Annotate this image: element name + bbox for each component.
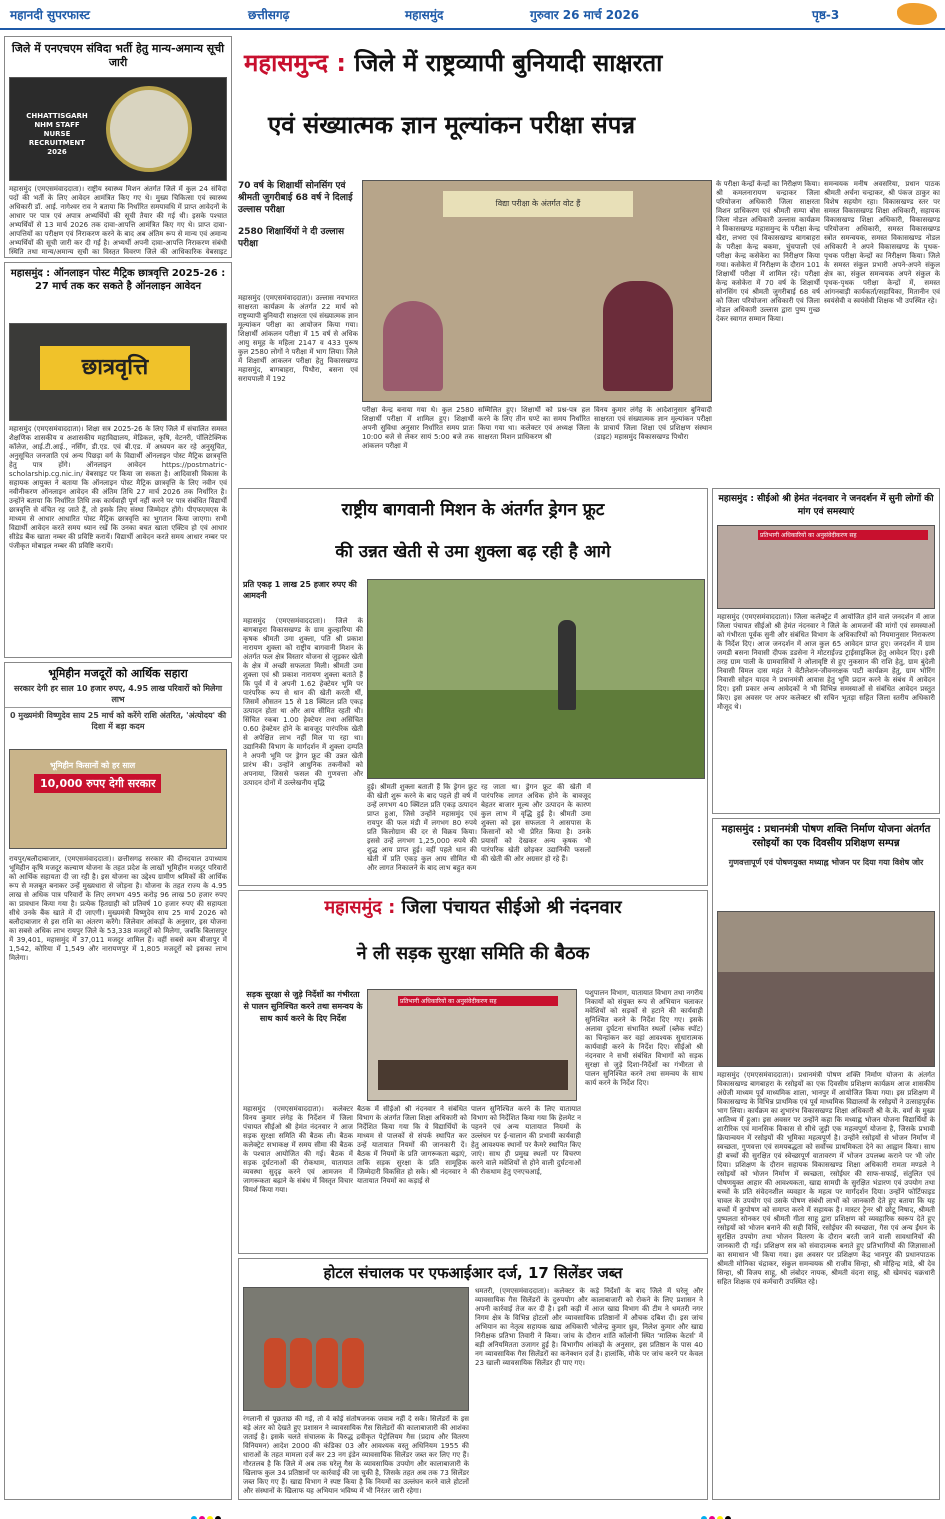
cylinder-body-1: रंगलानी से पूछताछ की गई, तो वे कोई संतोषजनक जवाब नहीं दे सके। सिलेंडरों के इस बड़े अंतर को देखते हुए प्रशासन ने व्यावसायिक गैस सिलेंडरों की कालाबाजारी की आशंका जताई है। इसके चलते संचालक के विरुद्ध द्रवीकृत पेट्रोलियम गैस (प्रदाय और वितरण विनियमन) आदेश 2000 की कंडिका 03 और आवश्यक वस्तु अधिनियम 1955 की धाराओं के तहत मामला दर्ज कर 23 नग इंडेन व्यावसायिक सिलेंडर जब्त कर लिए गए हैं। गौरतलब है कि जिले में अब तक घरेलू गैस के व्यावसायिक उपयोग और कालाबाजारी के खिलाफ कुल 34 प्रतिष्ठानों पर कार्रवाई की जा चुकी है, जिसके तहत अब तक 73 सिलेंडर जब्त किए गए हैं। खाद्य विभाग ने स्पष्ट किया है कि नियमों का उल्लंघन करने वाले होटलों और संस्थानों के खिलाफ यह अभियान भविष्य में भी निरंतर जारी रहेगा। — [243, 1415, 469, 1495]
img-line-1: CHHATTISGARH — [26, 112, 88, 120]
dragon-fruit-field-image — [367, 579, 705, 779]
road-safety-dateline: महासमुंद : — [324, 897, 396, 918]
scholarship-banner: छात्रवृत्ति — [40, 346, 190, 390]
masthead-region: छत्तीसगढ़ — [248, 8, 290, 22]
lead-body-6: समन्वयक मनीष अवसरिया, प्रधान पाठक श्रीमती अर्चना चन्द्राकर, श्री पंकज ठाकुर का विशेष सहयोग रहा। विकासखण्ड स्तर पर समस्त विकासखण्ड शिक्षा अधिकारी, सहायक विकासखण्ड शिक्षा अधिकारी, विकासखण्ड परियोजना अधिकारी, समस्त विकासखण्ड स्त्रोत समन्वयक, समस्त विकासखण्ड नोडल अधिकारी ने अपने विकासखण्ड के पृथक-पृथक परीक्षा केन्द्रों का निरीक्षण किया। जिले के समस्त संकुल प्रभारी अपने-अपने संकुल क्षेत्र का, संकुल समन्वयक अपने संकुल के पृथक-पृथक परीक्षा केन्द्रों में, समस्त आंगनबाड़ी कार्यकर्ता/सहायिका, मितानीन एवं स्वयंसेवी व स्वयंसेवी शिक्षक भी उपस्थित रहे। — [824, 180, 940, 305]
story-dragon-fruit — [238, 488, 708, 886]
road-safety-deck: सड़क सुरक्षा से जुड़े निर्देशों का गंभीरता से पालन सुनिश्चित करने तथा समन्वय के साथ कार्य करने के दिए निर्देश — [243, 990, 363, 1023]
poshan-training-image — [717, 911, 935, 1067]
farmer-image — [9, 749, 227, 849]
lead-subheads — [238, 180, 358, 280]
story-road-safety — [238, 890, 708, 1254]
cylinder-image — [243, 1287, 469, 1411]
page-number: पृष्ठ-3 — [812, 8, 840, 22]
subhead-landless: सरकार देगी हर साल 10 हजार रुपए, 4.95 लाख परिवारों को मिलेगा लाभ — [13, 684, 223, 704]
headline-landless: भूमिहीन मजदूरों को आर्थिक सहारा — [48, 667, 188, 680]
img-line-5: 2026 — [47, 148, 67, 156]
jandarshan-banner: प्रतिभागी अधिकारियों का अनुसंवेदीकरण सह — [758, 530, 928, 540]
headline-nhm: जिले में एनएचएम संविदा भर्ती हेतु मान्य-अमान्य सूची जारी — [11, 42, 225, 69]
landless-body: रायपुर/बलौदाबाजार, (एमएसमंवाददाता)। छत्तीसगढ़ सरकार की दीनदयाल उपाध्याय भूमिहीन कृषि मजदूर कल्याण योजना के तहत प्रदेश के लाखों भूमिहीन मजदूर परिवारों को आर्थिक सहायता दी जा रही है। इस योजना का उद्देश्य ग्रामीण श्रमिकों की आर्थिक रूप से मजबूत बनाकर उन्हें मुख्यधारा से जोड़ना है। योजना के तहत राज्य के 4.95 लाख से अधिक पात्र परिवारों के लिए लगभग 495 करोड़ 96 लाख 50 हजार रुपए का प्रावधान किया गया है। प्रत्येक हितग्राही को प्रतिवर्ष 10 हजार रुपए की सहायता सीधे उनके बैंक खाते में दी जाएगी। मुख्यमंत्री विष्णुदेव साय 25 मार्च 2026 को बलौदाबाजार से इस राशि का अंतरण करेंगे। जिलेवार आंकड़ों के अनुसार, इस योजना का सबसे अधिक लाभ रायपुर जिले के 53,338 मजदूरों को मिलेगा, जबकि बिलासपुर में 39,401, महासमुंद में 37,011 मजदूर शामिल हैं। वहीं सबसे कम बीजापुर में 1,542, कोरिया में 1,549 और नारायणपुर में 1,805 मजदूरों को इसका लाभ मिलेगा। — [9, 855, 227, 962]
farmer-img-line1: भूमिहीन किसानों को हर साल — [50, 761, 136, 770]
dragon-body-3: रह जाता था। ड्रेगन फ्रूट की खेती में पारंपरिक लागत अधिक होने के बावजूद बेहतर बाजार मूल्य और उत्पादन के कारण कुल लाभ में वृद्धि हुई है। श्रीमती उमा शुक्ला को इस सफलता ने आसपास के किसानों को भी प्रेरित किया है। उनके प्रयासों को देखकर अन्य कृषक भी पारंपरिक खेती छोड़कर उद्यानिकी फसलों की खेती की ओर अग्रसर हो रहे हैं। — [481, 783, 591, 863]
classroom-board: विद्या परीक्षा के अंतर्गत वोट हैं — [443, 191, 633, 217]
dragon-headline-1: राष्ट्रीय बागवानी मिशन के अंतर्गत ड्रेगन फ्रूट — [341, 500, 605, 520]
poshan-body: महासमुंद (एमएसमंवाददाता)। प्रधानमंत्री पोषण शक्ति निर्माण योजना के अंतर्गत विकासखण्ड बागबाहरा के रसोइयों का एक दिवसीय प्रशिक्षण कार्यक्रम आज शासकीय अंग्रेजी माध्यम पूर्व माध्यमिक शाला, भानपुर में आयोजित किया गया। इस प्रशिक्षण में विकासखण्ड के विभिन्न प्राथमिक एवं पूर्व माध्यमिक विद्यालयों के रसोइयों ने उत्साहपूर्वक भाग लिया। कार्यक्रम का शुभारंभ विकासखण्ड शिक्षा अधिकारी श्री के.के. वर्मा के मुख्य आतिथ्य में हुआ। इस अवसर पर उन्होंने कहा कि मध्याह्न भोजन योजना विद्यार्थियों के शारीरिक एवं मानसिक विकास से सीधे जुड़ी एक महत्वपूर्ण योजना है, जिसके प्रभावी क्रियान्वयन में रसोइयों की भूमिका महत्वपूर्ण है। उन्होंने रसोइयों से भोजन निर्माण में स्वच्छता, गुणवत्ता एवं समयबद्धता को सर्वोच्च प्राथमिकता देने का आह्वान किया। साथ ही बच्चों की सुरक्षित एवं स्वेच्छापूर्ण वातावरण में भोजन उपलब्ध कराने पर भी जोर दिया। प्रशिक्षण के दौरान सहायक विकासखण्ड शिक्षा अधिकारी रामता मण्डले ने रसोइयों को भोजन निर्माण में स्वच्छता, रसोईघर की साफ-सफाई, संतुलित एवं पोषणयुक्त आहार की आवश्यकता, खाद्य सामग्री के सुरक्षित भंडारण एवं उपयोग तथा बच्चों के प्रति संवेदनशील व्यवहार के महत्व पर मार्गदर्शन दिया। उन्होंने फोर्टिफाइड चावल के उपयोग एवं उसके पोषण संबंधी लाभों को जानकारी देते हुए बताया कि यह बच्चों में कुपोषण को समाप्त करने में सहायक है। मास्टर ट्रेनर श्री छोटू निषाद, श्रीमती पुष्पलता सोनकर एवं श्रीमती गीता साहू द्वारा प्रशिक्षण को व्यवहारिक स्वरूप देते हुए रसोइयों को भोजन बनाने की सही विधि, रसोईघर की स्वच्छता, गैस एवं अन्य ईंधन के सुरक्षित उपयोग तथा भोजन वितरण के दौरान बरती जाने वाली सावधानियों की जानकारी दी गई। प्रशिक्षण सत्र को संवादात्मक बनाते हुए प्रतिभागियों की जिज्ञासाओं का समाधान भी किया गया। इस अवसर पर प्रशिक्षण केंद्र भानपुर की प्रधानपाठक श्रीमती मोनिका चंद्राकर, संकुल समन्वयक श्री राजीव सिन्हा, श्री मोहिन्द्र मांडे, श्री देव सिन्हा, श्री विजय साहू, श्री लंबोदर नायक, श्रीमती वंदना साहू, श्री खेमचंद चक्रधारी सहित शिक्षक एवं कर्मचारी उपस्थित रहे। — [717, 1071, 935, 1286]
lead-body-2: परीक्षा केन्द्र बनाया गया थे। कुल 2580 शिक्षार्थी परीक्षा में शामिल हुए। शिक्षार्थी अपनी सुविधा अनुसार निर्धारित समय प्रातः 10:00 बजे से लेकर सायं 5:00 बजे तक आंकलन परीक्षा में — [362, 406, 474, 450]
lead-subhead-2: 2580 शिक्षार्थियों ने दी उल्लास परीक्षा — [238, 227, 345, 249]
img-line-3: NURSE — [43, 130, 71, 138]
jandarshan-body: महासमुंद (एमएसमंवाददाता)। जिला कलेक्ट्रेट में आयोजित होने वाले जनदर्शन में आज जिला पंचायत सीईओ श्री हेमंत नंदनवार ने जिले के आमजनों की मांगों एवं समस्याओं को गंभीरता पूर्वक सुनी और संबंधित विभाग के अधिकारियों को नियमानुसार निराकरण के निर्देश दिए। आज जनदर्शन में आज कुल 65 आवेदन प्राप्त हुए। जनदर्शन में ग्राम जमडी बसना निवासी दीपक डडसेना ने मोटराईज्ड ट्राईसाइकिल हेतु आवेदन दिए। इसी तरह ग्राम पाली के ग्रामवासियों ने ओलावृष्टि से हुए नुकसान की राशि हेतु, ग्राम बुंदेली निवासी विमल दास महंत ने वेंटीलेशन-जीवनरक्षक पाटी कार्यक्रम हेतु, ग्राम भोरिंग निवासी सोहन यादव ने प्रधानमंत्री आवास हेतु भूमि प्रदान करने के संबंध में आवेदन दिए। इसी प्रकार अन्य आवेदकों ने भी विभिन्न समस्याओं से संबंधित आवेदन प्रस्तुत किए। इस अवसर पर अपर कलेक्टर श्री सचिन भूतड़ा सहित जिला स्तरीय अधिकारी मौजूद थे। — [717, 613, 935, 711]
img-line-2: NHM STAFF — [34, 121, 80, 129]
lead-headline-line2: एवं संख्यात्मक ज्ञान मूल्यांकन परीक्षा संपन्न — [268, 111, 636, 139]
dragon-headline-2: की उन्नत खेती से उमा शुक्ला बढ़ रही है आगे — [335, 542, 611, 562]
exam-classroom-image — [362, 180, 712, 402]
lead-body-1: महासमुंद (एमएसमंवाददाता)। उल्लास नवभारत साक्षरता कार्यक्रम के अंतर्गत 22 मार्च को राष्ट्रव्यापी बुनियादी साक्षरता एवं संख्यात्मक ज्ञान मूल्यांकन परीक्षा का आयोजन किया गया। शिक्षार्थी आंकलन परीक्षा में 15 वर्ष से अधिक आयु समूह के महिला 2147 व 433 पुरूष कुल 2580 लोगों ने परीक्षा में भाग लिया। जिले में शिक्षार्थी आकलन परीक्षा हेतु विकासखण्ड महासमुंद, बागबाहरा, पिथौरा, बसना एवं सरायपाली में 192 — [238, 294, 358, 383]
lead-subhead-1: 70 वर्ष के शिक्षार्थी सोनसिंग एवं श्रीमती जुगरीबाई 68 वर्ष ने दिलाई उल्लास परीक्षा — [238, 181, 353, 215]
nhm-body: महासमुंद (एमएसमंवाददाता)। राष्ट्रीय स्वास्थ्य मिशन अंतर्गत जिले में कुल 24 संविदा पदों की भर्ती के लिए आवेदन आमंत्रित किए गए थे। मुख्य चिकित्सा एवं स्वास्थ्य अधिकारी डॉ. आई. नागेश्वर राव ने बताया कि निर्धारित समयावधि में प्राप्त आवेदनों के आधार पर पात्र एवं अपात्र अभ्यर्थियों की सूची तैयार की गई थी। इसके पश्चात अभ्यर्थियों से 13 मार्च 2026 तक दावा-आपत्ति आमंत्रित किए गए थे। प्राप्त दावा-आपत्तियों का परीक्षण एवं निराकरण करने के बाद अब अंतिम रूप से मान्य एवं अमान्य अभ्यर्थियों की सूची जारी कर दी गई है। अभ्यर्थी अपनी दावा-आपत्ति निराकरण संबंधी स्थिति तथा मान्य/अमान्य सूची का विस्तृत विवरण जिले की आधिकारिक वेबसाइट — [9, 185, 227, 255]
masthead-brand: महानदी सुपरफास्ट — [10, 8, 90, 22]
story-scholarship — [4, 262, 232, 658]
road-safety-meeting-image — [367, 989, 577, 1101]
farmer-figure — [558, 620, 576, 710]
lead-headline-line1: जिले में राष्ट्रव्यापी बुनियादी साक्षरता — [354, 49, 663, 77]
cylinder-headline: होटल संचालक पर एफआईआर दर्ज, 17 सिलेंडर जब्त — [323, 1264, 623, 1282]
lead-headline — [238, 36, 938, 174]
print-registration-bar — [0, 1503, 945, 1519]
farmer-img-line2: 10,000 रुपए देगी सरकार — [34, 774, 161, 793]
state-emblem-icon — [106, 86, 192, 172]
lead-body-3: सम्मिलित हुए। शिक्षार्थी को प्रश्न-पत्र हल करने के लिए तीन घण्टे का समय निर्धारित किया गया था। कलेक्टर एवं अध्यक्ष जिला साक्षरता मिशन प्राधिकरण श्री — [478, 406, 590, 441]
subhead-poshan: गुणवत्तापूर्ण एवं पोषणयुक्त मध्याह्न भोजन पर दिया गया विशेष जोर — [728, 858, 924, 867]
story-landless — [4, 662, 232, 1500]
story-jandarshan — [712, 488, 940, 814]
dragon-body-1: महासमुंद (एमएसमंवाददाता)। जिले के बागबाहरा विकासखण्ड के ग्राम कुल्हारिया की कृषक श्रीमती उमा शुक्ला, पति श्री प्रकाश नारायण शुक्ला को राष्ट्रीय बागवानी मिशन के अंतर्गत फल क्षेत्र विस्तार योजना से जुड़कर खेती के क्षेत्र में अच्छी सफलता मिली। श्रीमती उमा शुक्ला एवं श्री प्रकाश नारायण शुक्ला बताते हैं कि पूर्व में वे अपनी 1.62 हेक्टेयर भूमि पर पारंपरिक रूप से धान की खेती करती थीं, जिसमें औसतन 15 से 18 क्विंटल प्रति एकड़ उत्पादन होता था और आय सीमित रहती थी। सिंचित रकबा 1.00 हेक्टेयर तथा असिंचित 0.60 हेक्टेयर होने के बावजूद पारंपरिक खेती से अपेक्षित लाभ नहीं मिल पा रहा था। उद्यानिकी विभाग के मार्गदर्शन में शुक्ला दम्पति ने अपनी भूमि पर ड्रेगन फ्रूट की उन्नत खेती प्रारंभ की। उन्होंने आधुनिक तकनीकों को अपनाया, जिससे फसल की गुणवत्ता और उत्पादन दोनों में उल्लेखनीय वृद्धि — [243, 617, 363, 787]
cylinder-body-2: धमतरी, (एमएसमंवाददाता)। कलेक्टर के कड़े निर्देशों के बाद जिले में घरेलू और व्यावसायिक गैस सिलेंडरों के दुरुपयोग और कालाबाजारी को रोकने के लिए प्रशासन ने अपनी कार्रवाई तेज कर दी है। इसी कड़ी में आज खाद्य विभाग की टीम ने धमतरी नगर निगम क्षेत्र के विभिन्न होटलों और व्यावसायिक प्रतिष्ठानों में औचक दबिश दी। इस जांच अभियान का नेतृत्व सहायक खाद्य अधिकारी भोलेन्द्र कुमार ध्रुव, निलेश कुमार और खाद्य निरीक्षक प्रतिभा तिवारी ने किया। जांच के दौरान शांति कॉलोनी स्थित 'मालिक केटर्स' में बड़ी अनियमितता उजागर हुई है। विभागीय आंकड़ों के अनुसार, इस प्रतिष्ठान के पास 40 नग व्यावसायिक गैस सिलेंडरों का कनेक्शन दर्ज है। हालांकि, मौके पर जांच करने पर केवल 23 खाली व्यावसायिक सिलेंडर ही पाए गए। — [475, 1287, 703, 1367]
road-safety-body-4: पशुपालन विभाग, यातायात विभाग तथा नगरीय निकायों को संयुक्त रूप से अभियान चलाकर मवेशियों को सड़कों से हटाने की कार्यवाही सुनिश्चित करने के निर्देश दिए गए। इसके अलावा दुर्घटना संभावित स्थलों (ब्लैक स्पॉट) का चिन्हांकन कर वहां आवश्यक सुधारात्मक कार्यवाही करने के निर्देश दिए। सीईओ श्री नंदनवार ने सभी संबंधित विभागों को सड़क सुरक्षा से जुड़े दिशा-निर्देशों का गंभीरता से पालन सुनिश्चित करने तथा समन्वय के साथ कार्य करने के निर्देश दिए। — [585, 989, 703, 1087]
page-header — [0, 0, 945, 30]
story-nhm — [4, 36, 232, 258]
story-poshan — [712, 818, 940, 1500]
scholarship-body: महासमुंद (एमएसमंवाददाता)। शिक्षा सत्र 2025-26 के लिए जिले में संचालित समस्त शैक्षणिक शासकीय व अशासकीय महाविद्यालय, मेडिकल, कृषि, वेटनरी, पॉलिटेक्निक कॉलेज, आई.टी.आई., नर्सिंग, डी.एड. एवं बी.एड. में अध्ययन कर रहे अनुसूचित, अनुसूचित जनजाति एवं अन्य पिछड़ा वर्ग के विद्यार्थी ऑनलाइन पोस्ट मैट्रिक छात्रवृत्ति हेतु पात्र होंगे। ऑनलाइन आवेदन https://postmatric-scholarship.cg.nic.in/ वेबसाइट पर किया जा सकता है। आदिवासी विकास के सहायक आयुक्त ने बताया कि ऑनलाइन पोस्ट मैट्रिक छात्रवृत्ति के लिए नवीन एवं नवीनीकरण ऑनलाइन आवेदन की अंतिम तिथि 27 मार्च 2026 तक निर्धारित है। उन्होंने बताया कि निर्धारित तिथि तक कार्यवाही पूर्ण नहीं करने पर पात्र संबंधित विद्यार्थी छात्रवृत्ति से वंचित रह जाते हैं, तो इसके लिए संस्था जिम्मेदार होंगे। पीएफएमएस के माध्यम से आधार आधारित पोस्ट मैट्रिक छात्रवृत्ति का भुगतान किया जाएगा। सभी विद्यार्थी आवेदन करते समय ध्यान रखें कि उनका बचत खाता एक्टिव हो एवं आधार सीडेड बैंक खाता नम्बर की प्रविष्टि करायें। विद्यार्थी आवेदन करते समय आधार नम्बर पर पंजीकृत मोबाइल नम्बर की प्रविष्टि करायें। — [9, 425, 227, 550]
img-line-4: RECRUITMENT — [28, 139, 86, 147]
nhm-recruitment-image — [9, 77, 227, 181]
road-safety-body-3: पालन सुनिश्चित करने के लिए यातायात विभाग को निर्देशित किया गया कि हेलमेट न पहनने एवं अन्य यातायात नियमों के उल्लंघन पर ई-चालान की प्रभावी कार्यवाही हेतु आवश्यक स्थानों पर कैमरे स्थापित किए जाएं। साथ ही प्रमुख स्थलों पर विचरण करने वाले मवेशियों से होने वाली दुर्घटनाओं की रोकथाम हेतु एनएचआई, — [471, 1105, 581, 1176]
jandarshan-image — [717, 525, 935, 609]
masthead-date: गुरुवार 26 मार्च 2026 — [530, 8, 640, 22]
story-cylinder-seizure — [238, 1258, 708, 1500]
headline-scholarship: महासमुंद : ऑनलाइन पोस्ट मैट्रिक छात्रवृत्ति 2025-26 : 27 मार्च तक कर सकते है ऑनलाइन आवेदन — [10, 268, 226, 292]
road-safety-body-2: बैठक में सीईओ श्री नंदनवार ने संबंधित विभाग के अंतर्गत जिला शिक्षा अधिकारी को निर्देशित किया गया कि वे विद्यार्थियों के माध्यम से पालकों से संपर्क स्थापित कर उन्हें यातायात नियमों की जानकारी दें। बैठक में नियमों के प्रति जागरूकता बढ़ाएं, ताकि सड़क सुरक्षा के प्रति सामूहिक जिम्मेदारी विकसित हो सके। श्री नंदनवार ने यातायात नियमों का कड़ाई से — [357, 1105, 467, 1185]
masthead-city: महासमुंद — [405, 8, 444, 22]
road-safety-headline-1: जिला पंचायत सीईओ श्री नंदनवार — [401, 897, 622, 918]
headline-jandarshan: महासमुंद : सीईओ श्री हेमंत नंदनवार ने जनदर्शन में सुनी लोगों की मांग एवं समस्याएं — [718, 494, 934, 517]
lead-body-4: विनय कुमार लंगेह के आदेशानुसार बुनियादी साक्षरता एवं संख्यात्मक ज्ञान मूल्यांकन परीक्षा के प्राचार्य जिला शिक्षा एवं प्रशिक्षण संस्थान (डाइट) महासमुंद विकासखण्ड पिथौरा — [594, 406, 712, 441]
meeting-banner: प्रतिभागी अधिकारियों का अनुसंवेदीकरण सह — [398, 996, 558, 1006]
scholarship-image — [9, 323, 227, 421]
state-map-icon — [897, 3, 937, 25]
lead-body-5: के परीक्षा केन्द्रों केन्द्रों का निरीक्षण किया। श्री कमलनारायण चन्द्राकर जिला परियोजना अधिकारी जिला साक्षरता मिशन प्राधिकरण एवं श्रीमती सम्पा बोस जिला नोडल अधिकारी उल्लास कार्यक्रम ने विकासखण्ड महासमुन्द के परीक्षा केन्द्र खैरा, लभरा एवं विकासखण्ड बागबाहरा के परीक्षा केन्द्र बकमा, चुंचपाली एवं परीक्षा केन्द्र कसेकेरा का निरीक्षण किया गया। कसेकेरा में निरीक्षण के दौरान 101 शिक्षार्थी परीक्षा में शामिल रहे। परीक्षा केन्द्र कसेकेरा में 70 वर्ष के शिक्षार्थी सोनसिंग एवं श्रीमती जुगरीबाई 68 वर्ष को जिला परियोजना अधिकारी एवं जिला नोडल अधिकारी उल्लास द्वारा पुष्प गुच्छ देकर स्वागत सम्मान किया। — [716, 180, 820, 323]
road-safety-body-1: महासमुंद (एमएसमंवाददाता)। कलेक्टर विनय कुमार लंगेह के निर्देशन में जिला पंचायत सीईओ श्री हेमंत नंदनवार ने आज सड़क सुरक्षा समिति की बैठक ली। बैठक कलेक्ट्रेट सभाकक्ष में समय सीमा की बैठक के पश्चात आयोजित की गई। बैठक में सड़क दुर्घटनाओं की रोकथाम, यातायात व्यवस्था सुदृढ़ करने एवं आमजन में जागरूकता बढ़ाने के संबंध में विस्तृत विचार विमर्श किया गया। — [243, 1105, 353, 1194]
lead-headline-dateline: महासमुन्द : — [244, 49, 347, 77]
headline-poshan: महासमुंद : प्रधानमंत्री पोषण शक्ति निर्माण योजना अंतर्गत रसोइयों का एक दिवसीय प्रशिक्षण सम्पन्न — [721, 824, 931, 849]
deck-landless: 0 मुख्यमंत्री विष्णुदेव साय 25 मार्च को करेंगे राशि अंतरित, 'अंत्योदय' की दिशा में बड़ा कदम — [5, 707, 231, 734]
dragon-body-2: हुई। श्रीमती शुक्ला बताती हैं कि ड्रेगन फ्रूट की खेती शुरू करने के बाद पहले ही वर्ष में उन्हें लगभग 40 क्विंटल प्रति एकड़ उत्पादन प्राप्त हुआ, जिसे उन्होंने महासमुंद एवं रायपुर की फल मंडी में लगभग 80 रुपये प्रति किलोग्राम की दर से विक्रय किया। इससे उन्हें लगभग 1,25,000 रुपये की शुद्ध आय प्राप्त हुई। वहीं पहले धान की खेती में प्रति एकड़ कुल आय सीमित थी और लागत निकालने के बाद लाभ बहुत कम — [367, 783, 477, 872]
dragon-subhead: प्रति एकड़ 1 लाख 25 हजार रुपए की आमदनी — [243, 580, 357, 600]
road-safety-headline-2: ने ली सड़क सुरक्षा समिति की बैठक — [356, 943, 590, 964]
